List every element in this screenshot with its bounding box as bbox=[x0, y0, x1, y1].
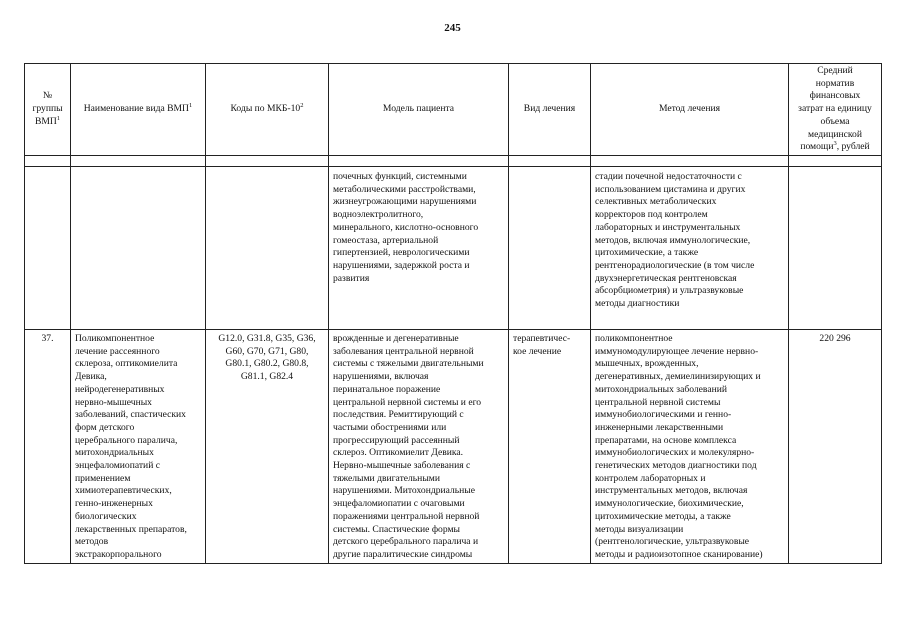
treatment-method-cell: поликомпонентное иммуномодулирующее лечение нервно- мышечных, врожденных, дегенеративных, демиелинизирующих и митохондриальных заболеваний центральной нервной системы иммунобиологическими и генно- инженерными лекарственными препаратами, на основе комплекса иммунобиологических и молекулярно- генетических методов диагностики под контролем лабораторных и инструментальных методов, включая иммунологические, биохимические, цитохимические методы, а также методы визуализации (рентгенологические, ультразвуковые методы и радиоизотопное сканирование) bbox=[591, 330, 789, 564]
treatment-method-cell: стадии почечной недостаточности с использованием цистамина и других селективных метаболических корректоров под контролем лабораторных и инструментальных методов, включая иммунологические, цитохимические, а также рентгенорадиологические (в том числе двухэнергетическая рентгеновская абсорбциометрия) и ультразвуковые методы диагностики bbox=[591, 167, 789, 330]
cost-cell: 220 296 bbox=[789, 330, 882, 564]
header-icd-codes: Коды по МКБ-$10^2$ bbox=[206, 64, 329, 156]
icd-codes-cell: G12.0, G31.8, G35, G36, G60, G70, G71, G80, G80.1, G80.2, G80.8, G81.1, G82.4 bbox=[206, 330, 329, 564]
group-number-cell: 37. bbox=[25, 330, 71, 564]
table-row bbox=[25, 330, 882, 564]
empty-cell bbox=[509, 167, 591, 330]
vmp-name-cell: Поликомпонентное лечение рассеянного склероза, оптикомиелита Девика, нейродегенеративных нервно-мышечных заболеваний, спастических форм детского церебрального паралича, митохондриальных энцефаломиопатий с применением химиотерапевтических, генно-инженерных биологических лекарственных препаратов, методов экстракорпорального bbox=[71, 330, 206, 564]
header-group-number: № группы ВМП$^1$ bbox=[25, 64, 71, 156]
header-row bbox=[25, 64, 882, 156]
continuation-row bbox=[25, 167, 882, 330]
empty-cell bbox=[591, 156, 789, 167]
empty-cell bbox=[206, 167, 329, 330]
empty-cell bbox=[25, 156, 71, 167]
vmp-table bbox=[24, 63, 882, 564]
empty-cell bbox=[509, 156, 591, 167]
header-cost: Средний норматив финансовых затрат на единицу объема медицинской помощи$^3$, рублей bbox=[789, 64, 882, 156]
header-treatment-method: Метод лечения bbox=[591, 64, 789, 156]
treatment-type-cell: терапевтичес- кое лечение bbox=[509, 330, 591, 564]
empty-cell bbox=[789, 167, 882, 330]
page-number: 245 bbox=[444, 22, 461, 34]
empty-cell bbox=[25, 167, 71, 330]
empty-cell bbox=[789, 156, 882, 167]
empty-cell bbox=[329, 156, 509, 167]
patient-model-cell: почечных функций, системными метаболическими расстройствами, жизнеугрожающими нарушениями водноэлектролитного, минерального, кислотно-основного гомеостаза, артериальной гипертензией, неврологическими нарушениями, задержкой роста и развития bbox=[329, 167, 509, 330]
header-vmp-name: Наименование вида ВМП$^1$ bbox=[71, 64, 206, 156]
empty-cell bbox=[71, 167, 206, 330]
numbering-row bbox=[25, 156, 882, 167]
empty-cell bbox=[206, 156, 329, 167]
header-treatment-type: Вид лечения bbox=[509, 64, 591, 156]
patient-model-cell: врожденные и дегенеративные заболевания центральной нервной системы с тяжелыми двигательными нарушениями, включая перинатальное поражение центральной нервной системы и его последствия. Ремиттирующий с частыми обострениями или прогрессирующий рассеянный склероз. Оптикомиелит Девика. Нервно-мышечные заболевания с тяжелыми двигательными нарушениями. Митохондриальные энцефаломиопатии с очаговыми поражениями центральной нервной системы. Спастические формы детского церебрального паралича и другие паралитические синдромы bbox=[329, 330, 509, 564]
header-patient-model: Модель пациента bbox=[329, 64, 509, 156]
empty-cell bbox=[71, 156, 206, 167]
